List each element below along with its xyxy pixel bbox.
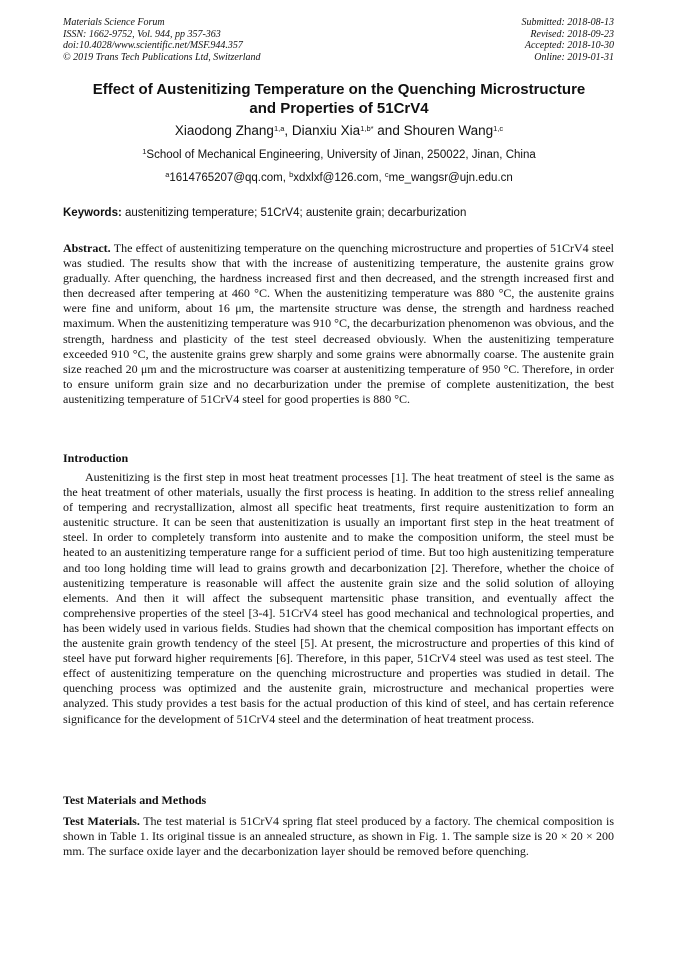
email-marker: b [289,170,294,179]
email-marker: c [384,170,389,179]
author-affiliation-marker: 1,a [273,124,285,133]
test-materials-paragraph [63,814,614,859]
email-link[interactable]: xdxlxf@126.com, [293,172,385,184]
journal-name: Materials Science Forum [63,17,165,28]
author-affiliation-marker: 1,c [493,124,504,133]
abstract-text: The effect of austenitizing temperature on the quenching microstructure and properties of 51CrV4 steel was studied. The results show that with the increase of austenitizing temperature, the austenite grains grow gradually. After quenching, the hardness increased first and then decreased, and the strength increased first and then decreased after tempering at 460 °C. When the austenitizing temperature was 880 °C, the austenite grains were fine and uniform, about 16 μm, the martensite structure was dense, the strength and hardness reached maximum. When the austenitizing temperature was 910 °C, the decarburization phenomenon was obvious, and the strength, hardness and plasticity of the test steel decreased obviously. When the austenitizing temperature exceeded 910 °C, the austenite grains grew sharply and some grains were abnormally coarse. The austenite grain size reached 20 μm and the microstructure was coarser at austenitizing temperature of 950 °C. Therefore, in order to ensure uniform grain size and no decarburization under the premise of complete austenitization, the best austenitizing temperature of 51CrV4 steel for good properties is 880 °C. [63,241,614,406]
email-marker: a [165,170,170,179]
author-list [63,122,615,140]
author-separator: and [373,123,404,138]
journal-header-right [522,17,615,63]
issn-info: ISSN: 1662-9752, Vol. 944, pp 357-363 [63,28,221,40]
copyright-notice: © 2019 Trans Tech Publications Ltd, Switzerland [63,51,261,63]
keywords [63,206,615,221]
author-affiliation-marker: 1,b* [360,124,374,133]
journal-header-left [63,17,261,63]
email-link[interactable]: me_wangsr@ujn.edu.cn [388,172,513,184]
affiliation-text: School of Mechanical Engineering, University of Jinan, 250022, Jinan, China [146,149,536,161]
test-materials-text: The test material is 51CrV4 spring flat steel produced by a factory. The chemical composition is shown in Table 1. Its original tissue is an annealed structure, as shown in Fig. 1. The sample size is 20 × 20 × 200 mm. The surface oxide layer and the decarbonization layer should be removed before quenching. [63,814,614,859]
introduction-heading: Introduction [63,451,129,465]
paper-title [63,80,615,118]
author-name: Xiaodong Zhang [174,123,274,138]
submitted-date: Submitted: 2018-08-13 [521,17,614,28]
author-name: Dianxiu Xia [291,123,361,138]
revised-date: Revised: 2018-09-23 [530,28,614,40]
online-date: Online: 2019-01-31 [534,51,614,63]
keywords-label: Keywords: [63,207,122,219]
title-line-1: Effect of Austenitizing Temperature on the Quenching Microstructure [92,81,586,98]
test-materials-label: Test Materials. [63,814,140,828]
affiliation-marker: 1 [142,147,147,156]
keywords-text: austenitizing temperature; 51CrV4; austenite grain; decarburization [121,207,467,219]
affiliation [63,148,615,163]
author-name: Shouren Wang [403,123,494,138]
abstract-label: Abstract. [63,241,111,255]
title-line-2: and Properties of 51CrV4 [249,100,429,117]
introduction-paragraph: Austenitizing is the first step in most heat treatment processes [1]. The heat treatment of steel is the same as the heat treatment of other materials, usually the first process is heating. In addition to the stress relief annealing of tempering and recrystallization, almost all specific heat treatments, first require austenitization to form an austenitic structure. It can be seen that austenitization is usually an important first step in the heat treatment of steel. In order to completely transform into austenite and to make the composition uniform, the steel must be heated to an austenitizing temperature range for a sufficient period of time. But too high austenitizing temperature and too long holding time will lead to grains growth and decarbonization [2]. Therefore, whether the choice of austenitizing temperature is reasonable will affect the austenite grain size and the solid solution of alloying elements. And then it will affect the subsequent martensitic phase transition, and eventually affect the comprehensive properties of the steel [3-4]. 51CrV4 steel has good mechanical and technological properties, and has been widely used in various fields. Studies had shown that the chemical composition has important effects on the austenite grain growth tendency of the steel [5]. At present, the microstructure and properties of this kind of steel have put forward higher requirements [6]. Therefore, in this paper, 51CrV4 steel was used as test steel. The effect of austenitizing temperature on the quenching microstructure and properties was studied in detail. The quenching process was optimized and the austenite grain, microstructure and mechanical properties were analyzed. This study provides a test basis for the actual production of this kind of steel, and has certain reference significance for the development of 51CrV4 steel and the determination of heat treatment process. [63,470,614,726]
accepted-date: Accepted: 2018-10-30 [524,40,614,51]
email-link[interactable]: 1614765207@qq.com, [169,172,290,184]
methods-heading: Test Materials and Methods [63,793,207,807]
author-emails [63,171,615,186]
doi-link[interactable]: doi:10.4028/www.scientific.net/MSF.944.357 [63,40,243,51]
author-separator: , [284,123,292,138]
abstract-paragraph [63,241,614,407]
